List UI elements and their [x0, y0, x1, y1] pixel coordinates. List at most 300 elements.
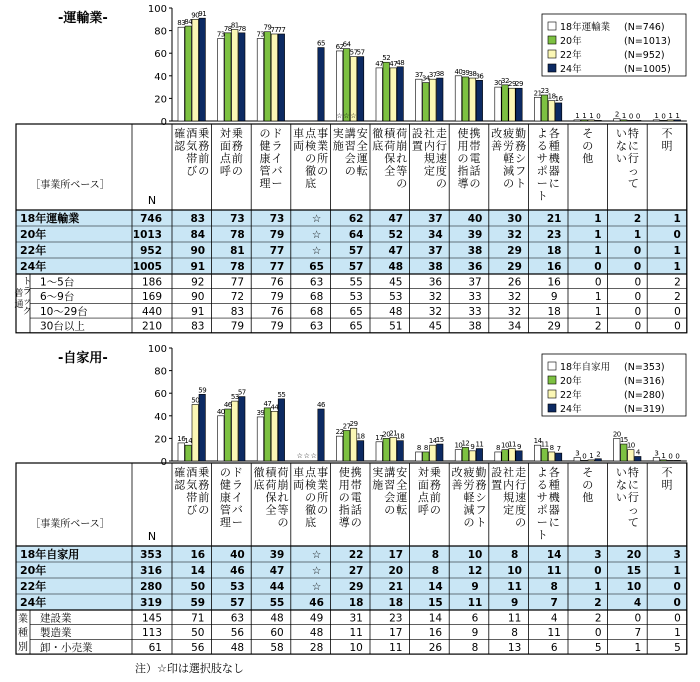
cell-value: ☆ — [311, 245, 322, 257]
bar-1-10 — [581, 460, 587, 461]
cell-value: 8 — [550, 581, 558, 593]
category-label-char: 内 — [423, 139, 435, 153]
cell-value: 50 — [191, 627, 205, 640]
category-label-char: 帯 — [186, 491, 198, 504]
category-label-char: の — [469, 177, 481, 190]
y-tick-label: 100 — [147, 344, 167, 355]
bar-value-label: 1 — [589, 111, 594, 120]
category-label-char: 両 — [293, 139, 305, 153]
row-label: 製造業 — [40, 627, 72, 640]
bar-value-label: 21 — [389, 429, 398, 438]
category-label-char: 使 — [338, 466, 350, 479]
category-label-char: 指 — [457, 164, 469, 178]
cell-value: 64 — [348, 229, 364, 241]
cell-value: 47 — [388, 213, 404, 225]
cell-value: 83 — [191, 320, 205, 333]
cell-value: 1 — [673, 245, 681, 257]
bar-value-label: 81 — [230, 21, 239, 30]
cell-value: 71 — [191, 612, 205, 625]
category-label-char: 呼 — [219, 164, 231, 178]
cell-value: 2 — [594, 612, 602, 625]
star-mark: ☆ — [310, 452, 317, 460]
bar-value-label: 77 — [270, 25, 279, 34]
star-mark: ☆ — [350, 112, 357, 120]
cell-value: 14 — [546, 549, 562, 561]
category-label-char: 会 — [344, 152, 356, 165]
cell-value: 34 — [507, 320, 522, 333]
cell-value: 6 — [550, 641, 558, 654]
category-label-char: 減 — [463, 503, 475, 517]
bar-0-4 — [336, 51, 342, 121]
cell-value: 7 — [634, 627, 642, 640]
cell-value: 0 — [674, 305, 681, 318]
cell-value: 0 — [674, 612, 681, 625]
y-tick-label: 40 — [154, 71, 167, 83]
cell-value: 81 — [230, 245, 245, 257]
bar-value-label: 52 — [382, 54, 391, 63]
cell-value: 32 — [428, 291, 443, 304]
row-label: 24年 — [20, 260, 47, 273]
cell-value: 56 — [191, 641, 205, 654]
category-label-char: 安 — [396, 466, 408, 479]
bar-0-10 — [574, 120, 580, 121]
legend-n: (N=746) — [624, 22, 665, 33]
legend-swatch-3 — [548, 64, 556, 72]
row-label: 6～9台 — [40, 291, 75, 304]
cell-value: 48 — [230, 641, 245, 654]
cell-value: 90 — [191, 291, 205, 304]
bar-value-label: 14 — [428, 437, 437, 446]
category-label-char: 面 — [417, 478, 429, 492]
chart-title: -運輸業- — [58, 11, 108, 26]
bar-value-label: 15 — [619, 436, 628, 445]
cell-value: ☆ — [311, 565, 322, 577]
bar-value-label: 7 — [556, 445, 561, 454]
category-label-char: 行 — [627, 152, 639, 165]
cell-value: 73 — [269, 213, 285, 225]
bar-3-0 — [199, 394, 205, 461]
bar-value-label: 3 — [575, 449, 580, 458]
cell-value: 0 — [594, 261, 602, 273]
bar-3-9 — [555, 453, 561, 461]
category-label-char: 所 — [317, 491, 329, 504]
category-label-char: イ — [271, 152, 283, 165]
category-label-char: 両 — [293, 478, 305, 492]
cell-value: 0 — [674, 320, 681, 333]
category-label-char: 全 — [396, 478, 408, 492]
cell-value: 36 — [467, 261, 483, 273]
cell-value: 73 — [230, 213, 245, 225]
bar-value-label: 10 — [454, 441, 463, 450]
bar-value-label: 36 — [475, 72, 484, 81]
category-label-char: に — [548, 516, 560, 529]
row-n: 113 — [141, 627, 162, 640]
row-n: 280 — [140, 581, 162, 593]
cell-value: 21 — [546, 213, 562, 225]
bar-value-label: 8 — [423, 443, 428, 452]
bar-0-4 — [336, 436, 342, 461]
category-label-char: る — [536, 478, 548, 492]
category-label-char: 明 — [661, 139, 673, 153]
cell-value: 1 — [594, 213, 602, 225]
cell-value: 68 — [309, 305, 324, 318]
cell-value: 0 — [634, 276, 642, 289]
cell-value: ☆ — [311, 581, 322, 593]
category-label-char: 徹 — [372, 127, 384, 140]
cell-value: 36 — [428, 276, 443, 289]
category-label-char: 勤 — [515, 127, 527, 140]
category-label-char: 全 — [384, 164, 396, 178]
category-label-char: 社 — [503, 466, 515, 479]
cell-value: 11 — [547, 627, 561, 640]
category-label-char: れ — [396, 152, 408, 165]
bar-1-11 — [621, 120, 627, 121]
bar-0-6 — [416, 79, 422, 121]
cell-value: 1 — [673, 565, 681, 577]
bar-2-9 — [548, 452, 554, 461]
category-label-char: 社 — [423, 127, 435, 140]
cell-value: 1 — [594, 305, 602, 318]
category-label-char: 点 — [305, 466, 317, 479]
cell-value: 68 — [309, 291, 324, 304]
cell-value: 6 — [471, 612, 479, 625]
category-label-char: な — [615, 478, 627, 492]
category-label-char: 荷 — [396, 127, 408, 140]
bar-value-label: 0 — [675, 452, 680, 461]
category-label-char: 各 — [548, 466, 560, 479]
cell-value: 10 — [507, 565, 522, 577]
cell-value: 0 — [634, 612, 642, 625]
bar-3-6 — [437, 444, 443, 461]
bar-value-label: 20 — [612, 430, 621, 439]
cell-value: 29 — [547, 320, 561, 333]
bar-value-label: 50 — [191, 396, 200, 405]
row-label: 22年 — [20, 580, 47, 593]
cell-value: 62 — [348, 213, 364, 225]
bar-value-label: 78 — [223, 24, 232, 33]
bar-value-label: 47 — [263, 399, 272, 408]
cell-value: 33 — [468, 291, 482, 304]
category-label-char: 運 — [356, 152, 368, 165]
group-label-char: 種 — [18, 628, 28, 639]
category-label-char: 導 — [338, 516, 350, 529]
category-label-char: 帯 — [350, 478, 362, 492]
cell-value: 11 — [507, 581, 522, 593]
category-label-char: 勤 — [475, 466, 487, 479]
bar-value-label: 1 — [675, 111, 680, 120]
bar-0-2 — [257, 417, 263, 461]
cell-value: 20 — [626, 549, 642, 561]
cell-value: 9 — [550, 291, 558, 304]
cell-value: 23 — [389, 612, 403, 625]
category-label-char: 点 — [417, 491, 429, 504]
category-label-char: 習 — [384, 478, 396, 492]
y-tick-label: 80 — [154, 26, 167, 38]
category-label-char: 各 — [548, 127, 560, 140]
cell-value: 37 — [428, 213, 443, 225]
bar-value-label: 0 — [635, 112, 640, 121]
y-tick-label: 20 — [154, 94, 167, 106]
bar-2-0 — [192, 19, 198, 121]
category-label-char: 他 — [582, 152, 594, 165]
bar-1-4 — [343, 430, 349, 461]
category-label-char: 帯 — [186, 152, 198, 165]
category-label-char: 定 — [423, 164, 435, 178]
cell-value: 0 — [594, 627, 602, 640]
category-label-char: 携 — [350, 466, 362, 479]
bar-0-10 — [574, 458, 580, 461]
row-label: 1～5台 — [40, 276, 75, 289]
category-label-char: 携 — [469, 127, 481, 140]
bar-value-label: 90 — [191, 11, 200, 20]
cell-value: 0 — [633, 245, 642, 257]
bar-2-11 — [628, 120, 634, 121]
category-label-char: い — [615, 152, 627, 165]
row-n: 1005 — [132, 261, 162, 273]
bar-1-8 — [502, 450, 508, 461]
cell-value: 65 — [349, 320, 363, 333]
cell-value: 39 — [467, 229, 483, 241]
category-label-char: 底 — [305, 516, 317, 529]
cell-value: 32 — [428, 305, 443, 318]
category-label-char: 荷 — [277, 466, 289, 479]
cell-value: 79 — [270, 320, 284, 333]
legend-swatch-2 — [548, 390, 556, 398]
category-label-char: 保 — [384, 152, 396, 165]
category-label-char: バ — [271, 164, 283, 178]
category-label-char: の — [396, 177, 408, 190]
category-label-char: ー — [271, 177, 283, 190]
cell-value: 1 — [594, 245, 602, 257]
n-label: N — [147, 530, 157, 543]
bar-3-3 — [318, 409, 324, 461]
category-label-char: 荷 — [384, 139, 396, 153]
category-label-char: 気 — [186, 139, 198, 153]
cell-value: 2 — [594, 597, 602, 609]
category-label-char: の — [344, 164, 356, 178]
bar-value-label: 37 — [414, 71, 423, 80]
category-label-char: 前 — [198, 491, 210, 504]
category-label-char: 会 — [384, 491, 396, 504]
category-label-char: ド — [231, 466, 243, 479]
legend-n: (N=1013) — [624, 36, 671, 47]
cell-value: 16 — [546, 261, 562, 273]
bar-3-11 — [635, 456, 641, 461]
bar-value-label: 27 — [342, 422, 351, 431]
cell-value: 37 — [428, 245, 443, 257]
category-label-char: 行 — [515, 478, 527, 492]
category-label-char: 善 — [491, 139, 503, 153]
bar-2-5 — [390, 68, 396, 121]
category-label-char: 積 — [265, 466, 277, 479]
bar-2-5 — [390, 437, 396, 461]
cell-value: 83 — [230, 305, 245, 318]
cell-value: 57 — [230, 597, 245, 609]
cell-value: 11 — [349, 627, 363, 640]
category-label-char: て — [627, 177, 639, 190]
bar-value-label: 34 — [421, 74, 430, 83]
cell-value: 44 — [269, 581, 285, 593]
chart-title: -自家用- — [58, 351, 108, 366]
bar-1-12 — [660, 460, 666, 461]
bar-value-label: 47 — [375, 59, 384, 68]
legend-n: (N=319) — [624, 404, 665, 415]
cell-value: 1 — [673, 261, 681, 273]
category-label-char: れ — [277, 491, 289, 504]
bar-value-label: 40 — [454, 67, 463, 76]
bar-value-label: 0 — [596, 112, 601, 121]
bar-value-label: 44 — [270, 403, 279, 412]
category-label-char: の — [463, 516, 475, 529]
star-mark: ☆ — [336, 112, 343, 120]
bar-0-7 — [455, 450, 461, 461]
bar-value-label: 2 — [596, 450, 601, 459]
bar-1-12 — [660, 120, 666, 121]
row-n: 440 — [141, 305, 162, 318]
cell-value: 5 — [594, 641, 602, 654]
bar-value-label: 18 — [547, 92, 556, 101]
bar-value-label: 10 — [501, 441, 509, 450]
bar-value-label: 1 — [575, 111, 580, 120]
category-label-char: 規 — [423, 152, 435, 165]
bar-3-8 — [516, 88, 522, 121]
category-label-char: 務 — [198, 478, 210, 492]
category-label-char: 規 — [503, 491, 515, 504]
category-label-char: び — [186, 503, 198, 517]
cell-value: 1 — [594, 291, 602, 304]
category-label-char: 前 — [198, 152, 210, 165]
cell-value: 8 — [471, 641, 479, 654]
category-label-char: 車 — [293, 466, 305, 479]
cell-value: 8 — [511, 627, 518, 640]
category-label-char: 器 — [548, 164, 560, 178]
legend-swatch-1 — [548, 36, 556, 44]
category-label-char: 保 — [265, 491, 277, 504]
category-label-char: の — [582, 139, 594, 153]
category-label-char: 機 — [548, 491, 560, 504]
category-label-char: 康 — [219, 491, 231, 504]
category-label-char: 前 — [231, 152, 243, 165]
category-label-char: 呼 — [417, 503, 429, 517]
legend-label: 22年 — [560, 50, 582, 61]
category-label-char: 定 — [503, 503, 515, 517]
legend-n: (N=316) — [624, 376, 665, 387]
cell-value: 58 — [270, 641, 284, 654]
category-label-char: に — [627, 478, 639, 492]
cell-value: 2 — [594, 320, 602, 333]
cell-value: 0 — [634, 305, 642, 318]
category-label-char: に — [548, 177, 560, 190]
bar-value-label: 39 — [256, 408, 265, 417]
bar-value-label: 1 — [668, 111, 673, 120]
bar-value-label: 84 — [184, 18, 193, 27]
category-label-char: 走 — [515, 466, 527, 479]
bar-3-2 — [278, 399, 284, 461]
group-label-char: 別 — [18, 642, 28, 653]
legend-label: 18年運輸業 — [560, 22, 611, 33]
category-label-char: の — [198, 164, 210, 178]
group-label-char: ト — [22, 277, 32, 287]
cell-value: 40 — [467, 213, 483, 225]
cell-value: 57 — [348, 245, 364, 257]
bar-value-label: 14 — [533, 437, 542, 446]
cell-value: 53 — [389, 291, 403, 304]
category-label-char: 種 — [548, 139, 560, 153]
group-label-char: 業 — [18, 614, 28, 625]
cell-value: 2 — [633, 213, 642, 225]
category-label-char: の — [503, 177, 515, 190]
category-label-char: 設 — [491, 466, 503, 479]
cell-value: 18 — [546, 245, 562, 257]
category-label-char: 面 — [219, 139, 231, 153]
category-label-char: の — [317, 164, 329, 178]
y-tick-label: 20 — [154, 434, 167, 446]
cell-value: 76 — [270, 305, 284, 318]
bar-value-label: 21 — [533, 89, 542, 98]
bar-3-9 — [555, 103, 561, 121]
bar-value-label: 40 — [216, 407, 225, 416]
category-label-char: 使 — [457, 127, 469, 140]
category-label-char: 業 — [317, 478, 329, 492]
row-label: 30台以上 — [40, 320, 85, 333]
bar-3-5 — [397, 441, 403, 461]
cell-value: 3 — [673, 549, 681, 561]
cell-value: 9 — [471, 581, 479, 593]
bar-value-label: 29 — [349, 420, 358, 429]
bar-2-9 — [548, 101, 554, 121]
cell-value: 4 — [633, 597, 642, 609]
bar-value-label: 62 — [335, 42, 344, 51]
cell-value: 1 — [674, 627, 681, 640]
bar-value-label: 1 — [654, 111, 659, 120]
category-label-char: 務 — [475, 478, 487, 492]
category-label-char: 認 — [174, 478, 186, 492]
category-label-char: 務 — [231, 139, 243, 153]
bar-value-label: 57 — [349, 48, 358, 57]
cell-value: 18 — [348, 597, 364, 609]
cell-value: 38 — [468, 320, 482, 333]
cell-value: 33 — [468, 305, 482, 318]
bar-value-label: 65 — [317, 39, 325, 48]
bar-2-2 — [271, 411, 277, 461]
bar-value-label: 16 — [177, 434, 186, 443]
category-label-char: 前 — [429, 491, 441, 504]
bar-value-label: 1 — [621, 111, 626, 120]
category-label-char: ラ — [271, 139, 283, 153]
category-label-char: よ — [536, 127, 548, 140]
category-label-char: の — [259, 127, 271, 140]
cell-value: 29 — [507, 245, 522, 257]
bar-3-1 — [239, 33, 245, 121]
category-label-char: 乗 — [429, 466, 441, 479]
category-label-char: 帯 — [469, 139, 481, 153]
category-label-char: 改 — [491, 127, 503, 140]
cell-value: 9 — [510, 597, 519, 609]
cell-value: 32 — [507, 291, 522, 304]
bar-value-label: 14 — [184, 437, 193, 446]
cell-value: 11 — [546, 565, 562, 577]
cell-value: 78 — [230, 261, 245, 273]
cell-value: 63 — [309, 320, 324, 333]
bar-3-4 — [357, 441, 363, 461]
cell-value: 5 — [674, 641, 681, 654]
category-label-char: 点 — [305, 127, 317, 140]
bar-value-label: 73 — [216, 30, 225, 39]
cell-value: 57 — [348, 261, 364, 273]
cell-value: 27 — [348, 565, 364, 577]
category-label-char: ー — [231, 516, 243, 529]
category-label-char: 指 — [338, 503, 350, 517]
